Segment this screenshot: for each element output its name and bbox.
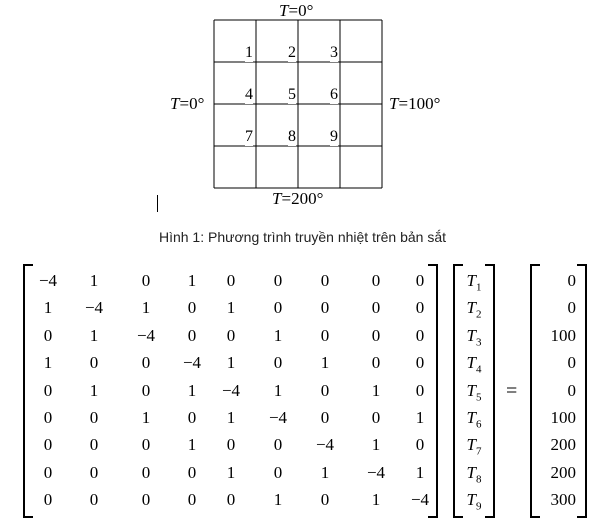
matrix-cell: 1 <box>187 380 197 400</box>
matrix-cell: 0 <box>141 353 151 373</box>
matrix-cell: 0 <box>187 462 197 482</box>
matrix-cell: −4 <box>221 380 241 400</box>
matrix-cell: 1 <box>89 325 99 345</box>
matrix-cell: 1 <box>371 490 381 510</box>
matrix-cell: 0 <box>141 271 151 290</box>
matrix-cell: 1 <box>320 353 330 373</box>
matrix-cell: 1 <box>371 435 381 455</box>
matrix-cell: 0 <box>371 325 381 345</box>
matrix-cell: 1 <box>226 298 236 318</box>
matrix-cell: 0 <box>187 298 197 318</box>
rhs-entry: 0 <box>567 353 576 373</box>
matrix-cell: 0 <box>89 408 99 427</box>
matrix-cell: 1 <box>273 325 283 345</box>
matrix-cell: 0 <box>371 408 381 427</box>
matrix-cell: −4 <box>136 325 156 345</box>
matrix-cell: −4 <box>410 490 430 510</box>
matrix-cell: 1 <box>371 380 381 400</box>
matrix-cell: 0 <box>43 408 53 427</box>
matrix-cell: 1 <box>141 408 151 427</box>
matrix-cell: 0 <box>320 380 330 400</box>
matrix-cell: 1 <box>320 462 330 482</box>
matrix-cell: 0 <box>415 435 425 455</box>
matrix-cell: 0 <box>273 435 283 455</box>
equals-sign: = <box>506 380 518 402</box>
matrix-cell: 1 <box>141 298 151 318</box>
matrix-cell: 0 <box>226 435 236 455</box>
matrix-cell: 0 <box>89 462 99 482</box>
matrix-cell: 0 <box>273 298 283 318</box>
vector-entry: $T_7$ <box>466 435 482 458</box>
matrix-cell: 1 <box>226 408 236 427</box>
matrix-cell: 1 <box>226 353 236 373</box>
matrix-cell: 0 <box>415 325 425 345</box>
node-2: 2 <box>288 44 296 61</box>
matrix-cell: 0 <box>273 271 283 290</box>
matrix-cell: 0 <box>415 298 425 318</box>
matrix-cell: 0 <box>320 325 330 345</box>
matrix-cell: 0 <box>43 462 53 482</box>
vector-entry: $T_6$ <box>466 408 482 431</box>
vector-entry: $T_1$ <box>466 271 482 294</box>
matrix-cell: 0 <box>226 325 236 345</box>
rhs-entry: 200 <box>550 435 576 455</box>
matrix-cell: −4 <box>366 462 386 482</box>
matrix-cell: −4 <box>38 271 58 290</box>
matrix-cell: 1 <box>43 298 53 318</box>
matrix-cell: 1 <box>415 462 425 482</box>
matrix-cell: −4 <box>182 353 202 373</box>
matrix-cell: 0 <box>43 380 53 400</box>
matrix-cell: −4 <box>315 435 335 455</box>
matrix-cell: 0 <box>320 408 330 427</box>
matrix-cell: 0 <box>320 298 330 318</box>
matrix-cell: 0 <box>415 271 425 290</box>
matrix-cell: 0 <box>371 353 381 373</box>
matrix-cell: 0 <box>187 325 197 345</box>
matrix-cell: 0 <box>141 462 151 482</box>
vector-entry: $T_8$ <box>466 462 482 486</box>
matrix-cell: 0 <box>43 490 53 510</box>
matrix-cell: 0 <box>415 353 425 373</box>
matrix-cell: 0 <box>89 490 99 510</box>
matrix-cell: 0 <box>187 408 197 427</box>
matrix-cell: 0 <box>226 490 236 510</box>
matrix-cell: 0 <box>273 353 283 373</box>
matrix-cell: 1 <box>415 408 425 427</box>
node-9: 9 <box>330 128 338 145</box>
text-cursor <box>157 195 158 212</box>
vector-entry: $T_3$ <box>466 325 482 349</box>
matrix-cell: 0 <box>320 490 330 510</box>
matrix-cell: 0 <box>43 435 53 455</box>
matrix-cell: −4 <box>268 408 288 427</box>
matrix-cell: 0 <box>141 435 151 455</box>
matrix-cell: 0 <box>141 380 151 400</box>
matrix-cell: 0 <box>89 353 99 373</box>
rhs-entry: 100 <box>550 325 576 345</box>
node-8: 8 <box>288 128 296 145</box>
vector-entry: $T_4$ <box>466 353 482 376</box>
bottom-boundary-label: T=200° <box>272 189 324 208</box>
matrix-cell: 0 <box>226 271 236 290</box>
rhs-entry: 0 <box>567 271 576 290</box>
node-7: 7 <box>245 128 253 145</box>
node-5: 5 <box>288 86 296 103</box>
matrix-cell: 0 <box>141 490 151 510</box>
matrix-cell: 0 <box>273 462 283 482</box>
vector-entry: $T_2$ <box>466 298 482 321</box>
top-boundary-label: T=0° <box>279 1 314 20</box>
matrix-cell: 1 <box>43 353 53 373</box>
matrix-cell: 1 <box>89 271 99 290</box>
rhs-entry: 300 <box>550 490 576 510</box>
matrix-cell: 0 <box>187 490 197 510</box>
matrix-cell: 1 <box>187 271 197 290</box>
matrix-cell: 1 <box>89 380 99 400</box>
node-6: 6 <box>330 86 338 103</box>
matrix-cell: 1 <box>273 380 283 400</box>
rhs-entry: 0 <box>567 380 576 400</box>
matrix-cell: 0 <box>415 380 425 400</box>
left-boundary-label: T=0° <box>170 94 205 113</box>
matrix-cell: 0 <box>320 271 330 290</box>
heat-plate-diagram <box>0 0 605 230</box>
matrix-cell: 0 <box>371 298 381 318</box>
rhs-right-bracket <box>577 264 587 518</box>
matrix-cell: 1 <box>226 462 236 482</box>
node-4: 4 <box>245 86 253 103</box>
linear-system <box>0 258 605 523</box>
matrix-cell: −4 <box>84 298 104 318</box>
matrix-cell: 0 <box>89 435 99 455</box>
matrix-cell: 0 <box>43 325 53 345</box>
matrix-cell: 0 <box>371 271 381 290</box>
right-boundary-label: T=100° <box>389 94 441 113</box>
vector-entry: $T_9$ <box>466 490 482 513</box>
rhs-entry: 200 <box>550 462 576 482</box>
matrix-cell: 1 <box>187 435 197 455</box>
rhs-entry: 0 <box>567 298 576 318</box>
figure-caption: Hình 1: Phương trình truyền nhiệt trên bản sắt <box>158 229 447 245</box>
node-1: 1 <box>245 44 253 61</box>
rhs-entry: 100 <box>550 408 576 427</box>
vector-entry: $T_5$ <box>466 380 482 403</box>
matrix-cell: 1 <box>273 490 283 510</box>
node-3: 3 <box>330 44 338 61</box>
